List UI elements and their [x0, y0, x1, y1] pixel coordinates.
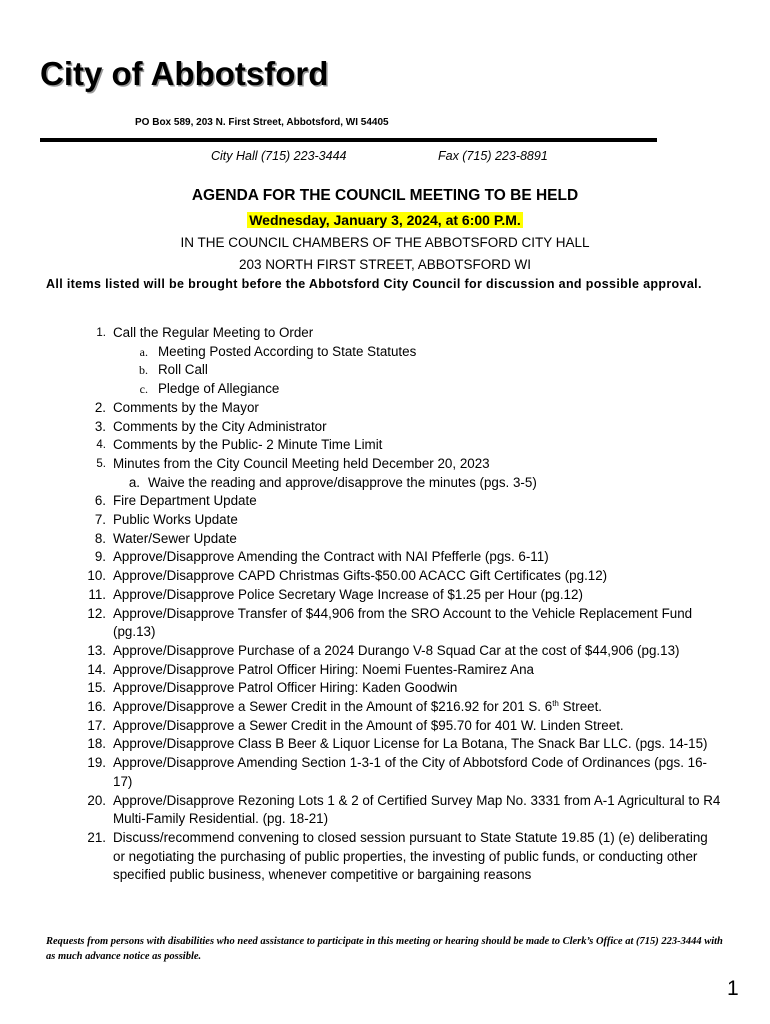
agenda-subitem	[0, 380, 718, 399]
agenda-subitem	[0, 474, 728, 493]
item-text: Approve/Disapprove Class B Beer & Liquor License for La Botana, The Snack Bar LLC. (pgs. 14-15)	[113, 736, 708, 752]
agenda-item	[0, 792, 723, 829]
mailing-address: PO Box 589, 203 N. First Street, Abbotsford, WI 54405	[135, 117, 389, 128]
subitem-letter: a.	[139, 344, 148, 359]
item-text: Approve/Disapprove Purchase of a 2024 Durango V-8 Squad Car at the cost of $44,906 (pg.13)	[113, 642, 680, 658]
agenda-item	[0, 717, 723, 736]
item-number: 20.	[87, 792, 106, 808]
agenda-title: AGENDA FOR THE COUNCIL MEETING TO BE HELD	[191, 187, 579, 204]
agenda-subitem	[0, 361, 718, 380]
item-text: Approve/Disapprove CAPD Christmas Gifts-$50.00 ACACC Gift Certificates (pg.12)	[113, 568, 608, 584]
agenda-item	[0, 605, 723, 642]
item-text: Approve/Disapprove Amending Section 1-3-1 of the City of Abbotsford Code of Ordinances (pgs. 16-17)	[113, 755, 707, 789]
agenda-item	[0, 530, 723, 549]
item-text: Fire Department Update	[113, 493, 257, 509]
subitem-letter: a.	[128, 474, 140, 490]
agenda-item	[0, 436, 723, 455]
item-text: Approve/Disapprove Police Secretary Wage Increase of $1.25 per Hour (pg.12)	[113, 586, 583, 602]
agenda-item	[0, 698, 723, 717]
agenda-item	[0, 829, 723, 885]
item-text: Approve/Disapprove Rezoning Lots 1 & 2 of Certified Survey Map No. 3331 from A-1 Agricultural to R4 Multi-Family Residential. (pg. 18-21)	[113, 792, 721, 827]
subitem-text: Pledge of Allegiance	[158, 381, 280, 397]
meeting-date-highlight: Wednesday, January 3, 2024, at 6:00 P.M.	[249, 212, 521, 228]
item-number: 14.	[87, 661, 106, 677]
item-number: 6.	[94, 493, 106, 509]
item-number: 1.	[96, 327, 106, 339]
item-text: Approve/Disapprove Patrol Officer Hiring: Noemi Fuentes-Ramirez Ana	[113, 661, 534, 677]
agenda-item	[0, 754, 723, 791]
item-number: 12.	[87, 605, 106, 621]
agenda-item	[0, 418, 723, 437]
accessibility-notice: Requests from persons with disabilities who need assistance to participate in this meeting or hearing should be made to Clerk’s Office at (715) 223-3444 with as much advance notice as possible.	[46, 936, 723, 962]
agenda-item	[0, 586, 723, 605]
fax-number: Fax (715) 223-8891	[438, 149, 548, 163]
meeting-location-line-2: 203 NORTH FIRST STREET, ABBOTSFORD WI	[238, 257, 532, 272]
item-text: Approve/Disapprove a Sewer Credit in the Amount of $95.70 for 401 W. Linden Street.	[113, 717, 624, 733]
item-text: Approve/Disapprove Patrol Officer Hiring: Kaden Goodwin	[113, 680, 458, 696]
item-number: 15.	[87, 680, 106, 696]
item-number: 8.	[94, 530, 106, 546]
item-number: 21.	[87, 829, 106, 845]
item-text: Comments by the Public- 2 Minute Time Limit	[113, 437, 383, 453]
header-divider	[40, 138, 657, 142]
item-text: Comments by the Mayor	[113, 399, 259, 415]
item-number: 5.	[96, 457, 106, 470]
agenda-item	[0, 492, 723, 511]
agenda-item	[0, 567, 723, 586]
item-text: Water/Sewer Update	[113, 530, 237, 546]
agenda-item	[0, 324, 723, 343]
subitem-text: Roll Call	[158, 362, 208, 378]
item-number: 11.	[88, 586, 106, 602]
page-number: 1	[727, 977, 739, 1000]
item-number: 2.	[94, 399, 106, 415]
item-number: 4.	[96, 439, 106, 452]
item-text-start: Approve/Disapprove a Sewer Credit in the Amount of $216.92 for 201 S. 6	[113, 699, 553, 715]
ordinal-suffix: th	[552, 699, 559, 709]
item-number: 13.	[87, 642, 106, 658]
item-number: 16.	[87, 699, 106, 715]
agenda-item	[0, 511, 723, 530]
item-text: Public Works Update	[113, 512, 238, 528]
agenda-subitem	[0, 343, 718, 362]
agenda-list	[0, 324, 770, 885]
subitem-letter: b.	[139, 363, 148, 378]
item-number: 18.	[87, 736, 106, 752]
item-number: 10.	[87, 568, 106, 584]
subitem-text: Meeting Posted According to State Statutes	[158, 343, 417, 359]
item-text-end: Street.	[558, 699, 603, 715]
item-text: Comments by the City Administrator	[113, 418, 327, 434]
item-number: 17.	[87, 717, 106, 733]
meeting-location-line-1: IN THE COUNCIL CHAMBERS OF THE ABBOTSFORD CITY HALL	[180, 235, 590, 250]
agenda-item	[0, 661, 723, 680]
discussion-notice: All items listed will be brought before the Abbotsford City Council for discussion and possible approval.	[46, 277, 702, 291]
item-number: 3.	[94, 418, 106, 434]
agenda-item	[0, 455, 723, 474]
item-number: 7.	[94, 512, 106, 528]
item-text: Call the Regular Meeting to Order	[113, 325, 314, 340]
item-text: Approve/Disapprove Amending the Contract with NAI Pfefferle (pgs. 6-11)	[113, 549, 549, 565]
agenda-item	[0, 399, 723, 418]
meeting-date	[0, 210, 770, 230]
item-number: 9.	[94, 549, 106, 565]
agenda-item	[0, 735, 723, 754]
city-hall-phone: City Hall (715) 223-3444	[211, 149, 347, 163]
subitem-letter: c.	[139, 382, 148, 397]
item-text: Discuss/recommend convening to closed session pursuant to State Statute 19.85 (1) (e) deliberating or negotiating the purchasing of public properties, the investing of public funds, or conducting other specified public business, whenever competitive or bargaining reasons	[113, 829, 708, 883]
item-text: Approve/Disapprove Transfer of $44,906 from the SRO Account to the Vehicle Replacement Fund (pg.13)	[113, 605, 693, 640]
subitem-text: Waive the reading and approve/disapprove the minutes (pgs. 3-5)	[148, 474, 537, 490]
agenda-item	[0, 679, 723, 698]
agenda-item	[0, 642, 723, 661]
item-number: 19.	[87, 755, 106, 771]
city-title: City of Abbotsford	[40, 55, 329, 92]
item-text: Minutes from the City Council Meeting held December 20, 2023	[113, 455, 490, 471]
agenda-item	[0, 548, 723, 567]
